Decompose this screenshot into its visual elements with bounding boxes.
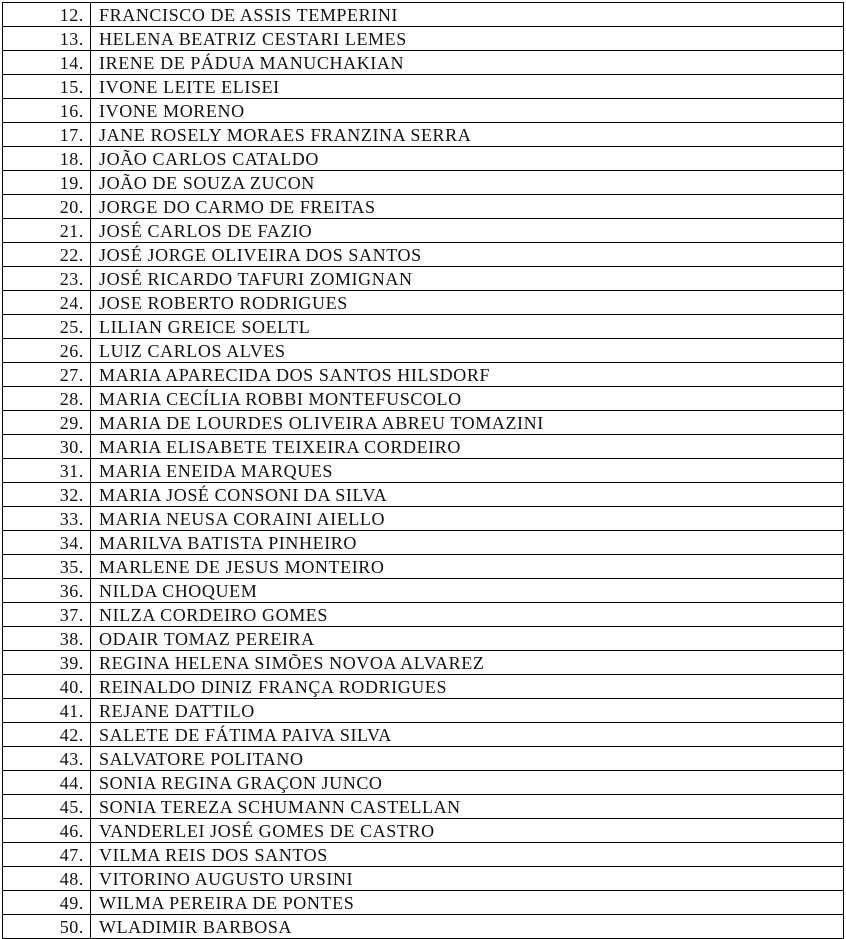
row-number-cell: 39. xyxy=(3,651,91,675)
row-number-cell: 15. xyxy=(3,75,91,99)
row-number-cell: 21. xyxy=(3,219,91,243)
row-number-cell: 40. xyxy=(3,675,91,699)
table-row xyxy=(3,147,844,171)
table-row xyxy=(3,723,844,747)
table-row xyxy=(3,867,844,891)
person-name-cell: REGINA HELENA SIMÕES NOVOA ALVAREZ xyxy=(91,651,844,675)
row-number-cell: 34. xyxy=(3,531,91,555)
person-name-cell: VITORINO AUGUSTO URSINI xyxy=(91,867,844,891)
table-row xyxy=(3,891,844,915)
table-row xyxy=(3,363,844,387)
row-number-cell: 14. xyxy=(3,51,91,75)
table-row xyxy=(3,579,844,603)
table-row xyxy=(3,171,844,195)
table-row xyxy=(3,411,844,435)
person-name-cell: SALVATORE POLITANO xyxy=(91,747,844,771)
table-row xyxy=(3,915,844,939)
row-number-cell: 50. xyxy=(3,915,91,939)
names-table-body xyxy=(3,3,844,939)
table-row xyxy=(3,819,844,843)
person-name-cell: MARIA DE LOURDES OLIVEIRA ABREU TOMAZINI xyxy=(91,411,844,435)
row-number-cell: 46. xyxy=(3,819,91,843)
table-row xyxy=(3,699,844,723)
person-name-cell: JOSÉ RICARDO TAFURI ZOMIGNAN xyxy=(91,267,844,291)
row-number-cell: 41. xyxy=(3,699,91,723)
row-number-cell: 25. xyxy=(3,315,91,339)
row-number-cell: 38. xyxy=(3,627,91,651)
row-number-cell: 33. xyxy=(3,507,91,531)
row-number-cell: 30. xyxy=(3,435,91,459)
person-name-cell: SALETE DE FÁTIMA PAIVA SILVA xyxy=(91,723,844,747)
table-row xyxy=(3,123,844,147)
row-number-cell: 28. xyxy=(3,387,91,411)
table-row xyxy=(3,795,844,819)
table-row xyxy=(3,3,844,27)
table-row xyxy=(3,99,844,123)
table-row xyxy=(3,459,844,483)
person-name-cell: MARIA CECÍLIA ROBBI MONTEFUSCOLO xyxy=(91,387,844,411)
person-name-cell: JOSE ROBERTO RODRIGUES xyxy=(91,291,844,315)
person-name-cell: MARIA APARECIDA DOS SANTOS HILSDORF xyxy=(91,363,844,387)
row-number-cell: 20. xyxy=(3,195,91,219)
row-number-cell: 32. xyxy=(3,483,91,507)
table-row xyxy=(3,843,844,867)
person-name-cell: FRANCISCO DE ASSIS TEMPERINI xyxy=(91,3,844,27)
row-number-cell: 12. xyxy=(3,3,91,27)
table-row xyxy=(3,531,844,555)
person-name-cell: VILMA REIS DOS SANTOS xyxy=(91,843,844,867)
person-name-cell: SONIA REGINA GRAÇON JUNCO xyxy=(91,771,844,795)
table-row xyxy=(3,243,844,267)
table-row xyxy=(3,603,844,627)
row-number-cell: 36. xyxy=(3,579,91,603)
table-row xyxy=(3,195,844,219)
names-table xyxy=(2,2,844,939)
table-row xyxy=(3,507,844,531)
person-name-cell: JOSÉ CARLOS DE FAZIO xyxy=(91,219,844,243)
row-number-cell: 43. xyxy=(3,747,91,771)
person-name-cell: IVONE MORENO xyxy=(91,99,844,123)
row-number-cell: 44. xyxy=(3,771,91,795)
person-name-cell: LUIZ CARLOS ALVES xyxy=(91,339,844,363)
table-row xyxy=(3,219,844,243)
person-name-cell: IVONE LEITE ELISEI xyxy=(91,75,844,99)
person-name-cell: NILDA CHOQUEM xyxy=(91,579,844,603)
table-row xyxy=(3,315,844,339)
person-name-cell: NILZA CORDEIRO GOMES xyxy=(91,603,844,627)
table-row xyxy=(3,387,844,411)
row-number-cell: 31. xyxy=(3,459,91,483)
row-number-cell: 49. xyxy=(3,891,91,915)
row-number-cell: 27. xyxy=(3,363,91,387)
row-number-cell: 42. xyxy=(3,723,91,747)
row-number-cell: 18. xyxy=(3,147,91,171)
table-row xyxy=(3,75,844,99)
person-name-cell: JANE ROSELY MORAES FRANZINA SERRA xyxy=(91,123,844,147)
table-row xyxy=(3,555,844,579)
person-name-cell: MARILVA BATISTA PINHEIRO xyxy=(91,531,844,555)
table-row xyxy=(3,627,844,651)
person-name-cell: LILIAN GREICE SOELTL xyxy=(91,315,844,339)
table-row xyxy=(3,435,844,459)
person-name-cell: JORGE DO CARMO DE FREITAS xyxy=(91,195,844,219)
person-name-cell: REJANE DATTILO xyxy=(91,699,844,723)
table-row xyxy=(3,675,844,699)
person-name-cell: HELENA BEATRIZ CESTARI LEMES xyxy=(91,27,844,51)
person-name-cell: SONIA TEREZA SCHUMANN CASTELLAN xyxy=(91,795,844,819)
person-name-cell: MARIA NEUSA CORAINI AIELLO xyxy=(91,507,844,531)
person-name-cell: MARLENE DE JESUS MONTEIRO xyxy=(91,555,844,579)
person-name-cell: ODAIR TOMAZ PEREIRA xyxy=(91,627,844,651)
table-row xyxy=(3,51,844,75)
row-number-cell: 29. xyxy=(3,411,91,435)
person-name-cell: JOÃO CARLOS CATALDO xyxy=(91,147,844,171)
table-row xyxy=(3,291,844,315)
row-number-cell: 26. xyxy=(3,339,91,363)
person-name-cell: WLADIMIR BARBOSA xyxy=(91,915,844,939)
row-number-cell: 22. xyxy=(3,243,91,267)
person-name-cell: WILMA PEREIRA DE PONTES xyxy=(91,891,844,915)
row-number-cell: 13. xyxy=(3,27,91,51)
person-name-cell: MARIA JOSÉ CONSONI DA SILVA xyxy=(91,483,844,507)
row-number-cell: 48. xyxy=(3,867,91,891)
table-row xyxy=(3,771,844,795)
person-name-cell: JOÃO DE SOUZA ZUCON xyxy=(91,171,844,195)
row-number-cell: 24. xyxy=(3,291,91,315)
person-name-cell: JOSÉ JORGE OLIVEIRA DOS SANTOS xyxy=(91,243,844,267)
row-number-cell: 19. xyxy=(3,171,91,195)
row-number-cell: 37. xyxy=(3,603,91,627)
row-number-cell: 16. xyxy=(3,99,91,123)
table-row xyxy=(3,483,844,507)
table-row xyxy=(3,651,844,675)
row-number-cell: 47. xyxy=(3,843,91,867)
table-row xyxy=(3,27,844,51)
person-name-cell: IRENE DE PÁDUA MANUCHAKIAN xyxy=(91,51,844,75)
person-name-cell: VANDERLEI JOSÉ GOMES DE CASTRO xyxy=(91,819,844,843)
row-number-cell: 35. xyxy=(3,555,91,579)
person-name-cell: MARIA ENEIDA MARQUES xyxy=(91,459,844,483)
row-number-cell: 45. xyxy=(3,795,91,819)
table-row xyxy=(3,747,844,771)
table-row xyxy=(3,267,844,291)
person-name-cell: REINALDO DINIZ FRANÇA RODRIGUES xyxy=(91,675,844,699)
row-number-cell: 17. xyxy=(3,123,91,147)
table-row xyxy=(3,339,844,363)
person-name-cell: MARIA ELISABETE TEIXEIRA CORDEIRO xyxy=(91,435,844,459)
row-number-cell: 23. xyxy=(3,267,91,291)
